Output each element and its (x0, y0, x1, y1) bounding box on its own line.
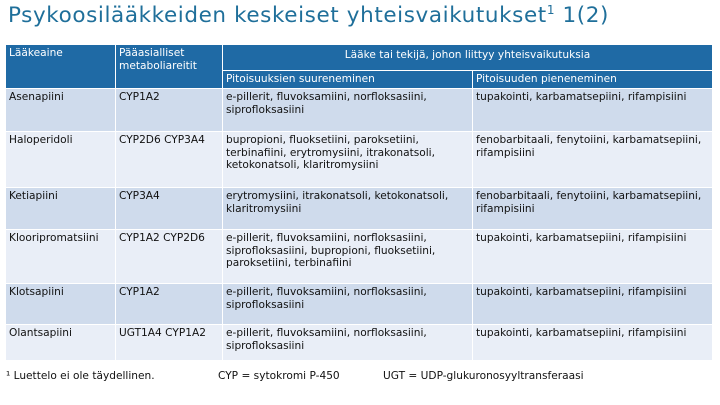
cell-decrease: tupakointi, karbamatsepiini, rifampisiini (473, 284, 713, 325)
cell-drug: Klotsapiini (6, 284, 116, 325)
cell-increase: e-pillerit, fluvoksamiini, norfloksasiini, siprofloksasiini (223, 284, 473, 325)
cell-decrease: fenobarbitaali, fenytoiini, karbamatsepiini, rifampisiini (473, 132, 713, 188)
cell-drug: Klooripromatsiini (6, 230, 116, 284)
cell-decrease: tupakointi, karbamatsepiini, rifampisiini (473, 325, 713, 361)
cell-increase: e-pillerit, fluvoksamiini, norfloksasiini, siprofloksasiini (223, 89, 473, 132)
cell-drug: Olantsapiini (6, 325, 116, 361)
header-group: Lääke tai tekijä, johon liittyy yhteisvaikutuksia (223, 45, 713, 71)
cell-decrease: tupakointi, karbamatsepiini, rifampisiini (473, 230, 713, 284)
table-row (6, 230, 713, 284)
header-decrease: Pitoisuuden pieneneminen (473, 71, 713, 89)
table-row (6, 188, 713, 230)
title-superscript: 1 (546, 3, 556, 17)
cell-drug: Asenapiini (6, 89, 116, 132)
table-row (6, 284, 713, 325)
cell-pathways: UGT1A4 CYP1A2 (116, 325, 223, 361)
interaction-table (5, 44, 713, 361)
table-row (6, 325, 713, 361)
header-increase: Pitoisuuksien suureneminen (223, 71, 473, 89)
cell-increase: e-pillerit, fluvoksamiini, norfloksasiini, siprofloksasiini, bupropioni, fluoksetiini, paroksetiini, terbinafiini (223, 230, 473, 284)
title-page-indicator: 1(2) (555, 3, 610, 29)
cell-drug: Ketiapiini (6, 188, 116, 230)
cell-pathways: CYP1A2 (116, 89, 223, 132)
page-title (8, 3, 712, 28)
cell-increase: e-pillerit, fluvoksamiini, norfloksasiini, siprofloksasiini (223, 325, 473, 361)
table-row (6, 132, 713, 188)
title-main: Psykoosilääkkeiden keskeiset yhteisvaikutukset (8, 3, 547, 29)
cell-pathways: CYP3A4 (116, 188, 223, 230)
cell-pathways: CYP2D6 CYP3A4 (116, 132, 223, 188)
header-drug: Lääkeaine (6, 45, 116, 89)
table-row (6, 89, 713, 132)
footnote-ugt: UGT = UDP-glukuronosyyltransferaasi (383, 370, 584, 382)
cell-increase: bupropioni, fluoksetiini, paroksetiini, terbinafiini, erytromysiini, itrakonatsoli, ketokonatsoli, klaritromysiini (223, 132, 473, 188)
cell-increase: erytromysiini, itrakonatsoli, ketokonatsoli, klaritromysiini (223, 188, 473, 230)
cell-pathways: CYP1A2 (116, 284, 223, 325)
cell-decrease: fenobarbitaali, fenytoiini, karbamatsepiini, rifampisiini (473, 188, 713, 230)
cell-decrease: tupakointi, karbamatsepiini, rifampisiini (473, 89, 713, 132)
footnote-incomplete: ¹ Luettelo ei ole täydellinen. (6, 370, 155, 382)
cell-pathways: CYP1A2 CYP2D6 (116, 230, 223, 284)
cell-drug: Haloperidoli (6, 132, 116, 188)
footnote-cyp: CYP = sytokromi P-450 (218, 370, 340, 382)
header-pathways: Pääasialliset metaboliareitit (116, 45, 223, 89)
footnotes (6, 370, 712, 384)
